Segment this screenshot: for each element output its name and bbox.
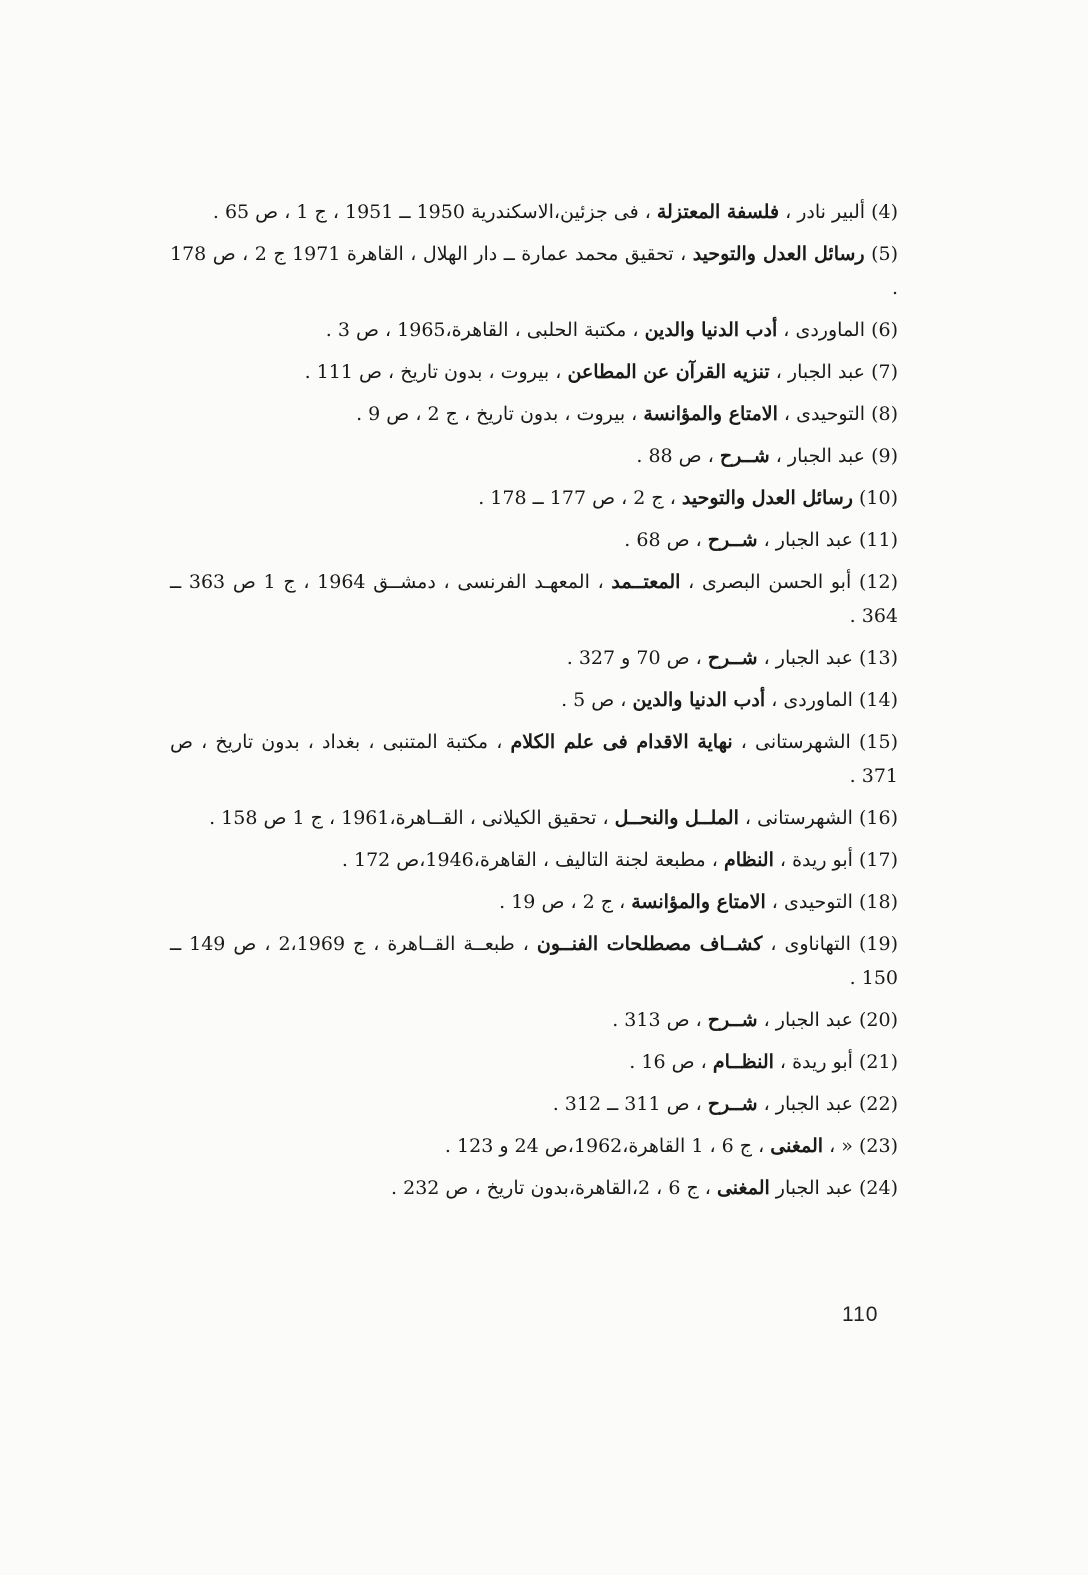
footnote-number: (7) — [871, 361, 898, 383]
footnote-author: الماوردى ، — [765, 689, 853, 711]
footnote — [170, 1003, 898, 1037]
footnote-author: الشهرستانى ، — [732, 731, 851, 753]
footnote-number: (6) — [871, 319, 898, 341]
footnote-title: الامتاع والمؤانسة — [643, 403, 778, 425]
footnote — [170, 1087, 898, 1121]
footnote — [170, 885, 898, 919]
footnote — [170, 313, 898, 347]
footnote-details: ، بيروت ، بدون تاريخ ، ج 2 ، ص 9 . — [356, 403, 644, 425]
footnote — [170, 641, 898, 675]
footnote-details: ، ص 313 . — [612, 1009, 708, 1031]
footnote-details: ، المعهـد الفرنسى ، دمشــق 1964 ، ج 1 ص 363 ــ 364 . — [170, 571, 898, 627]
footnote-title: أدب الدنيا والدين — [644, 319, 778, 341]
footnote — [170, 927, 898, 995]
footnote-details: ، ص 88 . — [636, 445, 720, 467]
footnote-details: ، طبعــة القــاهرة ، ج 2،1969 ، ص 149 ــ 150 . — [170, 933, 898, 989]
footnote-title: المعتــمد — [611, 571, 681, 593]
footnote-number: (18) — [858, 891, 898, 913]
footnote-author: التهاناوى ، — [762, 933, 851, 955]
footnote-title: رسائل العدل والتوحيد — [681, 487, 853, 509]
footnote-author: أبو ريدة ، — [773, 849, 853, 871]
footnote — [170, 1171, 898, 1205]
footnote-number: (24) — [858, 1177, 898, 1199]
footnote-number: (14) — [858, 689, 898, 711]
footnote-author: عبد الجبار — [769, 1177, 853, 1199]
footnote-number: (5) — [871, 243, 899, 265]
footnote-number: (21) — [858, 1051, 898, 1073]
footnote — [170, 1045, 898, 1079]
footnote-number: (22) — [858, 1093, 898, 1115]
footnote-author: « ، — [823, 1135, 853, 1157]
footnote — [170, 195, 898, 229]
footnote-author: أبو الحسن البصرى ، — [680, 571, 852, 593]
footnote-author: عبد الجبار ، — [769, 361, 866, 383]
footnote-title: النظام — [723, 849, 774, 871]
footnote-details: ، تحقيق الكيلانى ، القــاهرة،1961 ، ج 1 ص 158 . — [209, 807, 615, 829]
footnote-details: ، مكتبة المتنبى ، بغداد ، بدون تاريخ ، ص 371 . — [170, 731, 898, 787]
footnote-title: شــرح — [707, 529, 758, 551]
footnote-number: (13) — [858, 647, 898, 669]
footnote — [170, 355, 898, 389]
footnote-author: عبد الجبار ، — [757, 647, 853, 669]
footnote-details: ، مكتبة الحلبى ، القاهرة،1965 ، ص 3 . — [325, 319, 645, 341]
footnote — [170, 439, 898, 473]
footnote-details: ، ص 5 . — [561, 689, 633, 711]
footnote-title: فلسفة المعتزلة — [656, 201, 780, 223]
footnote-title: شــرح — [707, 647, 758, 669]
footnote-number: (4) — [871, 201, 898, 223]
footnote-number: (12) — [858, 571, 898, 593]
footnote — [170, 801, 898, 835]
footnote — [170, 565, 898, 633]
footnote-details: ، فى جزئين،الاسكندرية 1950 ــ 1951 ، ج 1 ، ص 65 . — [212, 201, 657, 223]
footnote-number: (17) — [858, 849, 898, 871]
footnote-author: عبد الجبار ، — [757, 1093, 853, 1115]
footnote-title: النظــام — [712, 1051, 774, 1073]
footnote-details: ، ص 311 ــ 312 . — [552, 1093, 708, 1115]
footnote-details: ، ص 70 و 327 . — [566, 647, 708, 669]
footnote — [170, 523, 898, 557]
footnote-title: نهاية الاقدام فى علم الكلام — [510, 731, 733, 753]
footnote-author: عبد الجبار ، — [769, 445, 866, 467]
footnote-number: (23) — [858, 1135, 898, 1157]
footnote-number: (15) — [858, 731, 898, 753]
footnote-title: رسائل العدل والتوحيد — [692, 243, 865, 265]
footnote — [170, 481, 898, 515]
footnote-number: (20) — [858, 1009, 898, 1031]
footnote-number: (16) — [858, 807, 898, 829]
footnote — [170, 397, 898, 431]
footnote-number: (9) — [871, 445, 898, 467]
footnote-author: الماوردى ، — [777, 319, 866, 341]
footnote-title: شــرح — [707, 1093, 758, 1115]
footnote-details: ، ج 6 ، 1 القاهرة،1962،ص 24 و 123 . — [444, 1135, 771, 1157]
footnote-title: الامتاع والمؤانسة — [631, 891, 766, 913]
footnote-details: ، بيروت ، بدون تاريخ ، ص 111 . — [304, 361, 568, 383]
footnote-author: التوحيدى ، — [765, 891, 853, 913]
footnote-details: ، ج 2 ، ص 177 ــ 178 . — [478, 487, 682, 509]
footnote-details: ، تحقيق محمد عمارة ــ دار الهلال ، القاهرة 1971 ج 2 ، ص 178 . — [170, 243, 898, 299]
footnote-details: ، ج 6 ، 2،القاهرة،بدون تاريخ ، ص 232 . — [391, 1177, 717, 1199]
footnote-author: عبد الجبار ، — [757, 1009, 853, 1031]
footnote-details: ، مطبعة لجنة التاليف ، القاهرة،1946،ص 172 . — [341, 849, 724, 871]
footnote-title: شــرح — [707, 1009, 758, 1031]
footnote-details: ، ص 16 . — [629, 1051, 713, 1073]
footnote-title: المغنى — [770, 1135, 824, 1157]
footnote-title: كشــاف مصطلحات الفنــون — [536, 933, 763, 955]
footnote-number: (10) — [858, 487, 898, 509]
footnote-author: عبد الجبار ، — [757, 529, 853, 551]
footnote-details: ، ص 68 . — [624, 529, 708, 551]
footnote — [170, 683, 898, 717]
footnote-details: ، ج 2 ، ص 19 . — [499, 891, 632, 913]
footnote — [170, 725, 898, 793]
footnote-author: أبو ريدة ، — [773, 1051, 853, 1073]
footnote-author: الشهرستانى ، — [738, 807, 853, 829]
footnote — [170, 843, 898, 877]
footnote-author: ألبير نادر ، — [779, 201, 866, 223]
footnote-title: أدب الدنيا والدين — [632, 689, 766, 711]
footnote-number: (11) — [858, 529, 898, 551]
footnote-title: المغنى — [716, 1177, 770, 1199]
footnote-author: التوحيدى ، — [777, 403, 866, 425]
footnote-number: (19) — [858, 933, 898, 955]
page-number: 110 — [842, 1303, 879, 1326]
footnotes-list — [170, 195, 898, 1213]
footnote — [170, 1129, 898, 1163]
footnote-title: الملــل والنحــل — [614, 807, 739, 829]
footnote-title: تنزيه القرآن عن المطاعن — [567, 361, 770, 383]
footnote-title: شــرح — [719, 445, 770, 467]
footnote-number: (8) — [871, 403, 898, 425]
footnote — [170, 237, 898, 305]
